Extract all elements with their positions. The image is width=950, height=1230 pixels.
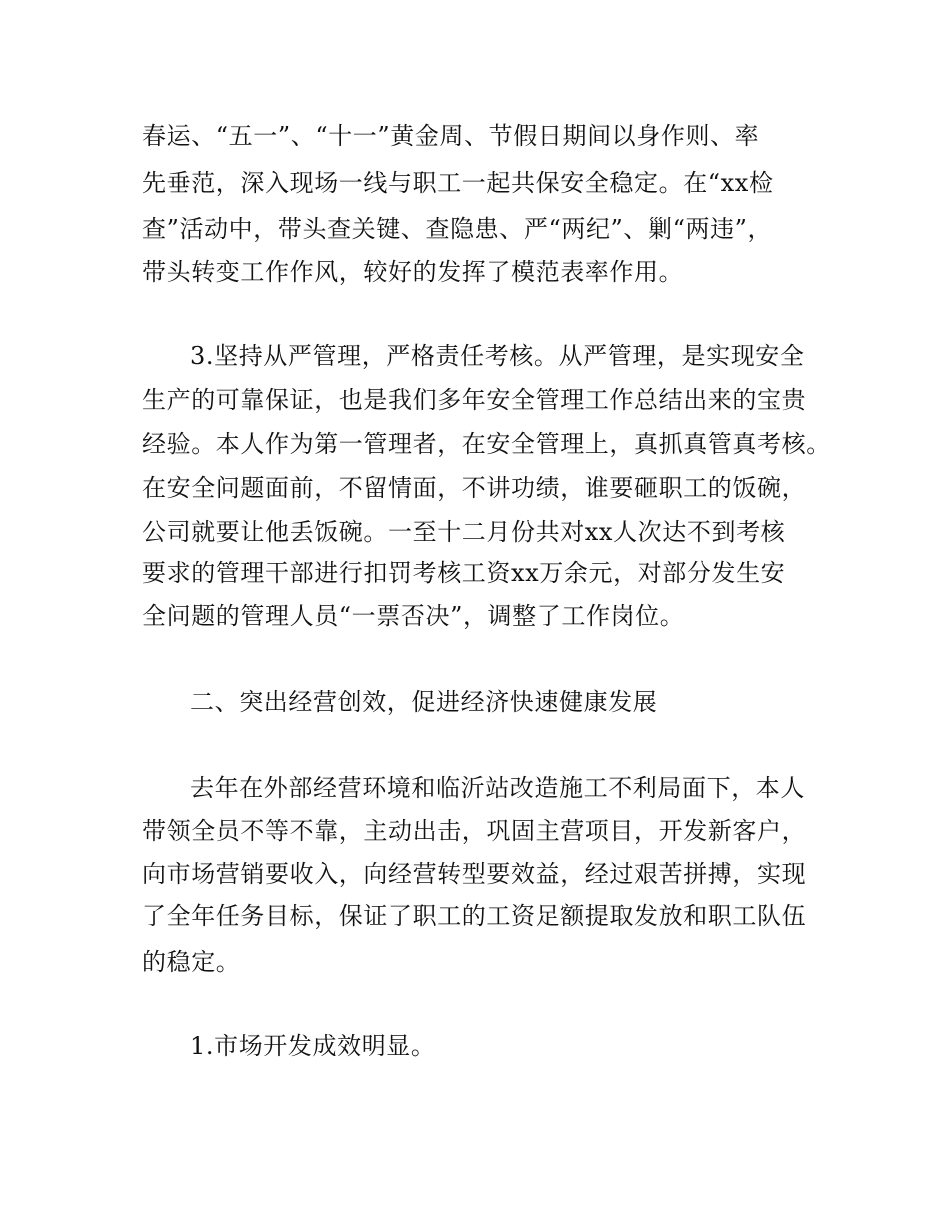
list-item-1: 1.市场开发成效明显。 xyxy=(190,1032,436,1060)
paragraph-2-line-7: 全问题的管理人员“一票否决”，调整了工作岗位。 xyxy=(142,602,685,630)
paragraph-2-line-3: 经验。本人作为第一管理者，在安全管理上，真抓真管真考核。 xyxy=(142,430,831,458)
paragraph-3-line-2: 带领全员不等不靠，主动出击，巩固主营项目，开发新客户， xyxy=(142,817,807,845)
paragraph-2-line-4: 在安全问题面前，不留情面，不讲功绩，谁要砸职工的饭碗， xyxy=(142,474,807,502)
section-heading: 二、突出经营创效，促进经济快速健康发展 xyxy=(190,688,658,716)
paragraph-2-line-1: 3.坚持从严管理，严格责任考核。从严管理，是实现安全 xyxy=(190,342,805,370)
paragraph-1-line-1: 春运、“五一”、“十一”黄金周、节假日期间以身作则、率 xyxy=(142,122,760,150)
paragraph-3-line-4: 了全年任务目标，保证了职工的工资足额提取发放和职工队伍 xyxy=(142,902,807,930)
paragraph-1-line-4: 带头转变工作作风，较好的发挥了模范表率作用。 xyxy=(142,258,684,286)
paragraph-2-line-6: 要求的管理干部进行扣罚考核工资xx万余元，对部分发生安 xyxy=(142,559,786,587)
paragraph-3-line-1: 去年在外部经营环境和临沂站改造施工不利局面下，本人 xyxy=(190,774,805,802)
paragraph-3-line-3: 向市场营销要收入，向经营转型要效益，经过艰苦拼搏，实现 xyxy=(142,860,807,888)
paragraph-1-line-2: 先垂范，深入现场一线与职工一起共保安全稳定。在“xx检 xyxy=(142,169,774,197)
paragraph-2-line-5: 公司就要让他丢饭碗。一至十二月份共对xx人次达不到考核 xyxy=(142,518,786,546)
paragraph-3-line-5: 的稳定。 xyxy=(142,948,241,976)
paragraph-1-line-3: 查”活动中，带头查关键、查隐患、严“两纪”、剿“两违”， xyxy=(142,215,773,243)
paragraph-2-line-2: 生产的可靠保证，也是我们多年安全管理工作总结出来的宝贵 xyxy=(142,386,807,414)
